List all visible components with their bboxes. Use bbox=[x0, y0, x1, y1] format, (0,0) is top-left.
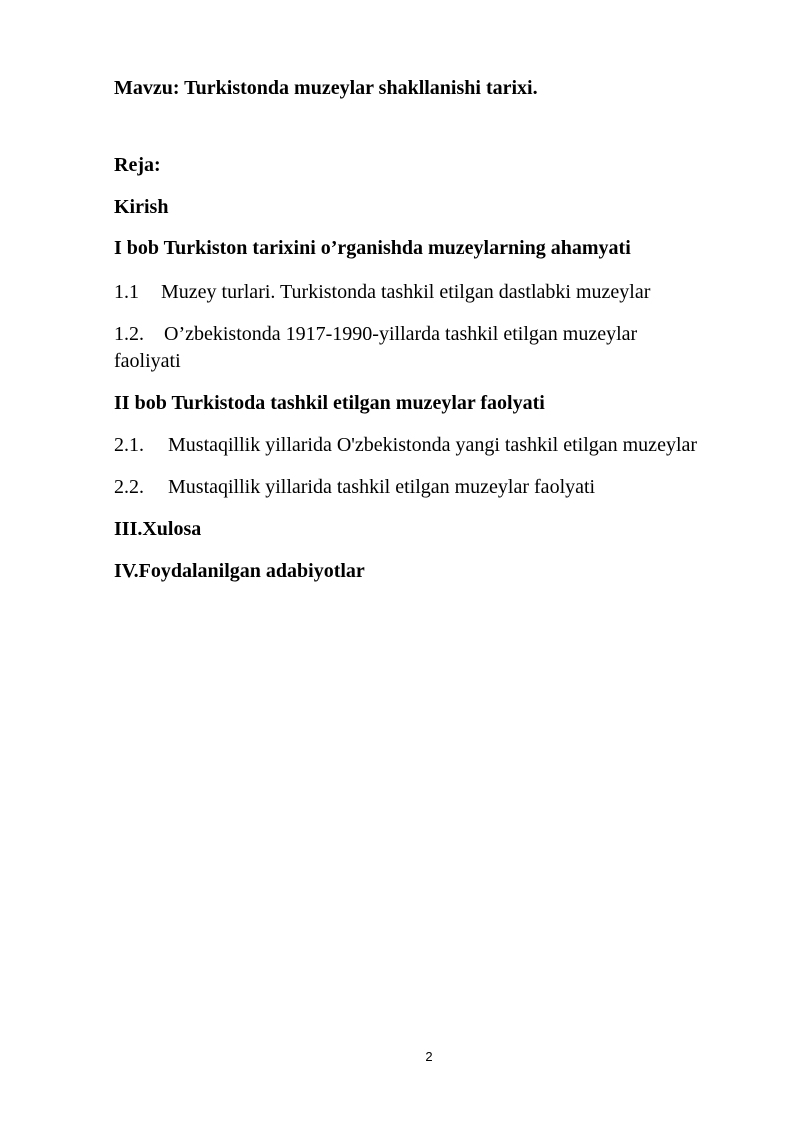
toc-references: IV.Foydalanilgan adabiyotlar bbox=[114, 560, 365, 582]
document-topic: Mavzu: Turkistonda muzeylar shakllanishi tarixi. bbox=[114, 77, 538, 99]
toc-section-1-2-continuation: faoliyati bbox=[114, 350, 181, 372]
toc-section-1-1 bbox=[114, 280, 650, 304]
toc-chapter-1: I bob Turkiston tarixini o’rganishda muzeylarning ahamyati bbox=[114, 237, 631, 259]
toc-intro: Kirish bbox=[114, 196, 169, 218]
section-number: 2.2. bbox=[114, 476, 144, 498]
section-number: 2.1. bbox=[114, 434, 144, 456]
section-number: 1.2. bbox=[114, 323, 144, 345]
section-text: Mustaqillik yillarida O'zbekistonda yangi tashkil etilgan muzeylar bbox=[168, 434, 698, 456]
section-text: Muzey turlari. Turkistonda tashkil etilgan dastlabki muzeylar bbox=[161, 281, 651, 303]
toc-section-1-2 bbox=[114, 322, 637, 346]
section-text: Mustaqillik yillarida tashkil etilgan muzeylar faolyati bbox=[168, 476, 596, 498]
section-number: 1.1 bbox=[114, 281, 139, 303]
section-text: O’zbekistonda 1917-1990-yillarda tashkil etilgan muzeylar bbox=[164, 323, 638, 345]
plan-title: Reja: bbox=[114, 154, 161, 176]
page-number: 2 bbox=[425, 1049, 433, 1064]
toc-chapter-2: II bob Turkistoda tashkil etilgan muzeylar faolyati bbox=[114, 392, 545, 414]
toc-conclusion: III.Xulosa bbox=[114, 518, 202, 540]
toc-section-2-2 bbox=[114, 475, 595, 499]
toc-section-2-1 bbox=[114, 433, 697, 457]
